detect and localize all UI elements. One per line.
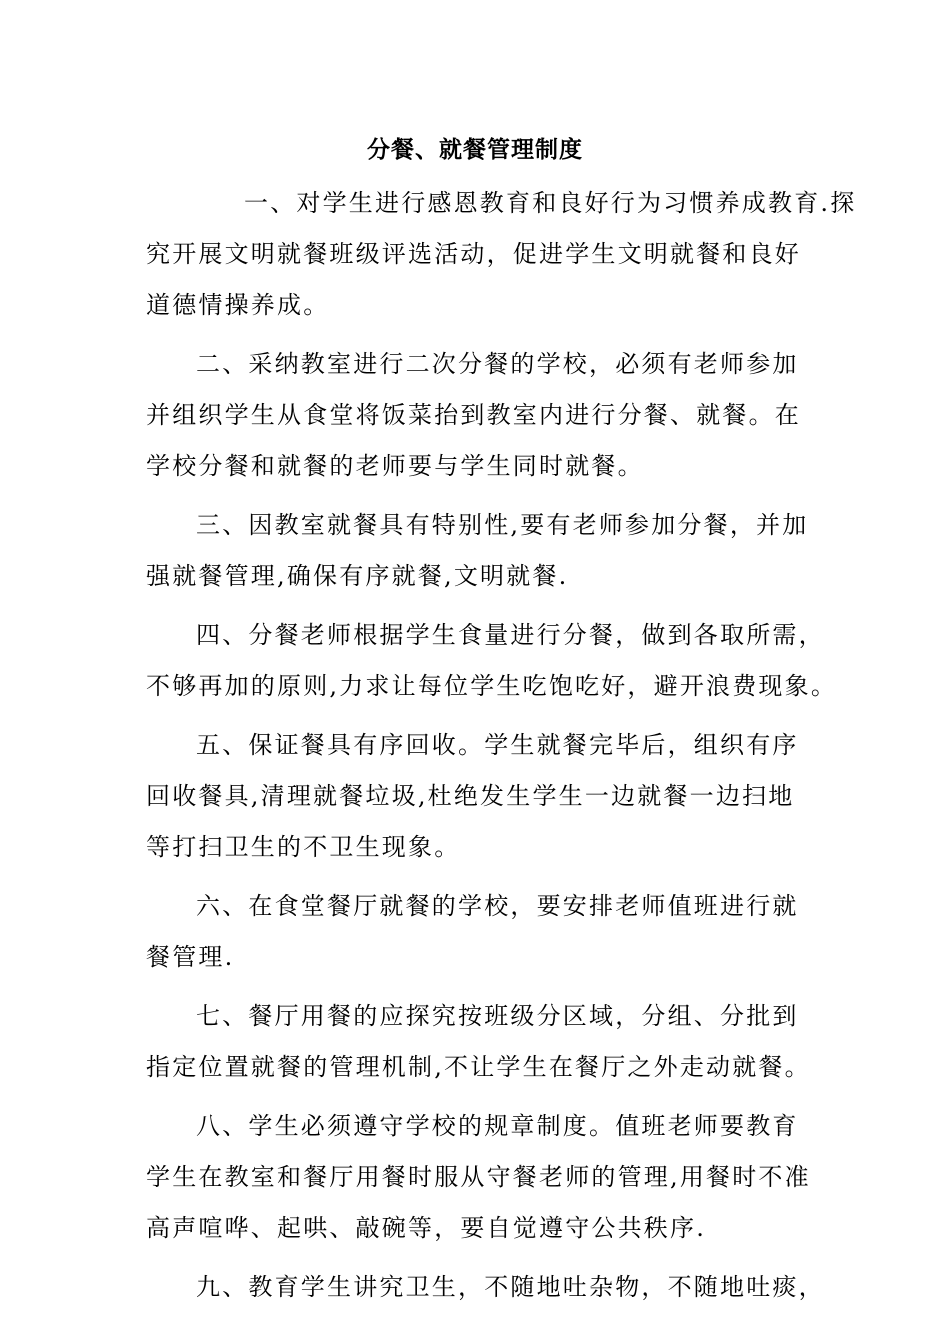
paragraph-line: 三、因教室就餐具有特别性,要有老师参加分餐，并加 [196,511,809,539]
paragraph-line: 高声喧哗、起哄、敲碗等，要自觉遵守公共秩序. [146,1214,707,1242]
paragraph-line: 学生在教室和餐厅用餐时服从守餐老师的管理,用餐时不准 [146,1163,811,1191]
paragraph-line: 强就餐管理,确保有序就餐,文明就餐. [146,562,569,590]
paragraph-line: 道德情操养成。 [146,291,330,319]
paragraph-5 [146,720,810,873]
document-title: 分餐、就餐管理制度 [367,137,583,163]
document-body [146,178,857,1313]
paragraph-line: 回收餐具,清理就餐垃圾,杜绝发生学生一边就餐一边扫地 [146,782,795,810]
paragraph-3 [146,500,810,602]
paragraph-6 [146,881,810,983]
paragraph-1 [146,178,857,331]
paragraph-line: 二、采纳教室进行二次分餐的学校，必须有老师参加 [196,350,799,378]
paragraph-7 [146,991,810,1093]
paragraph-2 [146,339,810,492]
paragraph-line: 等打扫卫生的不卫生现象。 [146,833,461,861]
paragraph-line: 究开展文明就餐班级评选活动，促进学生文明就餐和良好 [146,240,801,268]
paragraph-line: 指定位置就餐的管理机制,不让学生在餐厅之外走动就餐。 [146,1053,811,1081]
paragraph-line: 餐管理. [146,943,235,971]
paragraph-line: 并组织学生从食堂将饭菜抬到教室内进行分餐、就餐。在 [146,401,801,429]
paragraph-line: 六、在食堂餐厅就餐的学校，要安排老师值班进行就 [196,892,799,920]
paragraph-line: 学校分餐和就餐的老师要与学生同时就餐。 [146,452,644,480]
paragraph-line: 不够再加的原则,力求让每位学生吃饱吃好，避开浪费现象。 [146,672,838,700]
paragraph-line: 八、学生必须遵守学校的规章制度。值班老师要教育 [196,1112,799,1140]
paragraph-line: 五、保证餐具有序回收。学生就餐完毕后，组织有序 [196,731,799,759]
paragraph-9 [146,1262,825,1313]
paragraph-line: 一、对学生进行感恩教育和良好行为习惯养成教育.探 [244,189,857,217]
paragraph-line: 四、分餐老师根据学生食量进行分餐，做到各取所需， [196,621,825,649]
paragraph-4 [146,610,838,712]
paragraph-line: 七、餐厅用餐的应探究按班级分区域，分组、分批到 [196,1002,799,1030]
paragraph-line: 九、教育学生讲究卫生，不随地吐杂物，不随地吐痰， [196,1273,825,1301]
paragraph-8 [146,1101,810,1254]
